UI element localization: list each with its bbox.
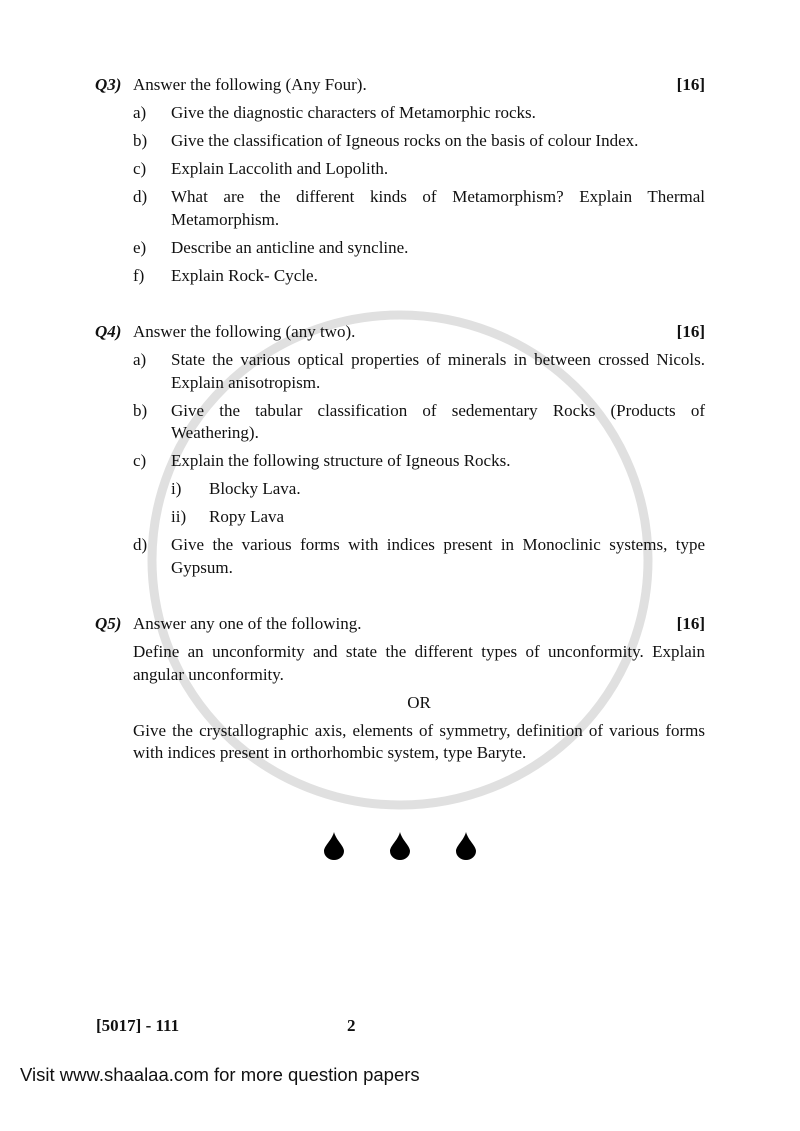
q5-label: Q5) [95,614,122,633]
q3-b-letter: b) [133,131,148,150]
q4-d-letter: d) [133,535,148,554]
list-item [133,450,705,473]
q4-c-ii-text: Ropy Lava [209,507,285,526]
list-item [133,400,705,445]
q3-f-letter: f) [133,265,145,285]
question-body [95,74,705,765]
q3-e-text: Describe an anticline and syncline. [171,237,409,257]
q4-marks: [16] [676,322,705,341]
list-item [133,534,705,579]
page-number: 2 [347,1016,356,1035]
list-item [133,186,705,231]
list-item [171,506,705,529]
q3-instruction: Answer the following (Any Four). [133,75,367,94]
q3-a-text: Give the diagnostic characters of Metamorphic rocks. [171,103,536,122]
list-item [133,130,705,153]
q5-option-2: Give the crystallographic axis, elements of symmetry, definition of various forms with indices present in orthorhombic system, type Baryte. [133,720,705,762]
list-item [133,265,705,288]
drop-ornament-icon [456,832,476,860]
q4-a-letter: a) [133,350,147,369]
q3-marks: [16] [676,75,705,94]
q4-b-text: Give the tabular classification of sedementary Rocks (Products of Weathering). [171,400,705,442]
q3-b-text: Give the classification of Igneous rocks on the basis of colour Index. [171,131,639,150]
list-item [133,349,705,394]
q3-d-text: What are the different kinds of Metamorphism? Explain Thermal Metamorphism. [171,187,705,229]
q4-c-i-num: i) [171,479,182,498]
q4-instruction: Answer the following (any two). [133,322,356,341]
q3-a-letter: a) [133,103,147,122]
q3-c-letter: c) [133,159,147,178]
q4-c-i-text: Blocky Lava. [209,479,301,498]
q4-c-letter: c) [133,451,147,470]
q5-instruction: Answer any one of the following. [133,614,362,633]
q3-f-text: Explain Rock- Cycle. [171,265,318,285]
question-3 [95,74,705,287]
list-item [171,478,705,501]
q5-option-1: Define an unconformity and state the different types of unconformity. Explain angular unconformity. [133,642,705,684]
list-item [133,102,705,125]
q4-a-text: State the various optical properties of minerals in between crossed Nicols. Explain anisotropism. [171,350,705,392]
q3-c-text: Explain Laccolith and Lopolith. [171,159,389,178]
q3-e-letter: e) [133,237,147,257]
q4-d-text: Give the various forms with indices present in Monoclinic systems, type Gypsum. [171,535,705,577]
q4-c-text: Explain the following structure of Igneous Rocks. [171,451,511,470]
paper-code: [5017] - 111 [96,1016,180,1035]
question-5 [95,613,705,765]
q3-label: Q3) [95,75,122,94]
q4-b-letter: b) [133,400,148,420]
question-4 [95,321,705,579]
q4-label: Q4) [95,322,122,341]
drop-ornament-icon [324,832,344,860]
list-item [133,158,705,181]
q4-c-ii-num: ii) [171,507,187,526]
list-item [133,237,705,260]
q5-or: OR [407,692,431,712]
q3-d-letter: d) [133,187,148,206]
drop-ornament-icon [390,832,410,860]
shaalaa-banner: Visit www.shaalaa.com for more question papers [20,1064,420,1085]
q5-marks: [16] [676,614,705,633]
